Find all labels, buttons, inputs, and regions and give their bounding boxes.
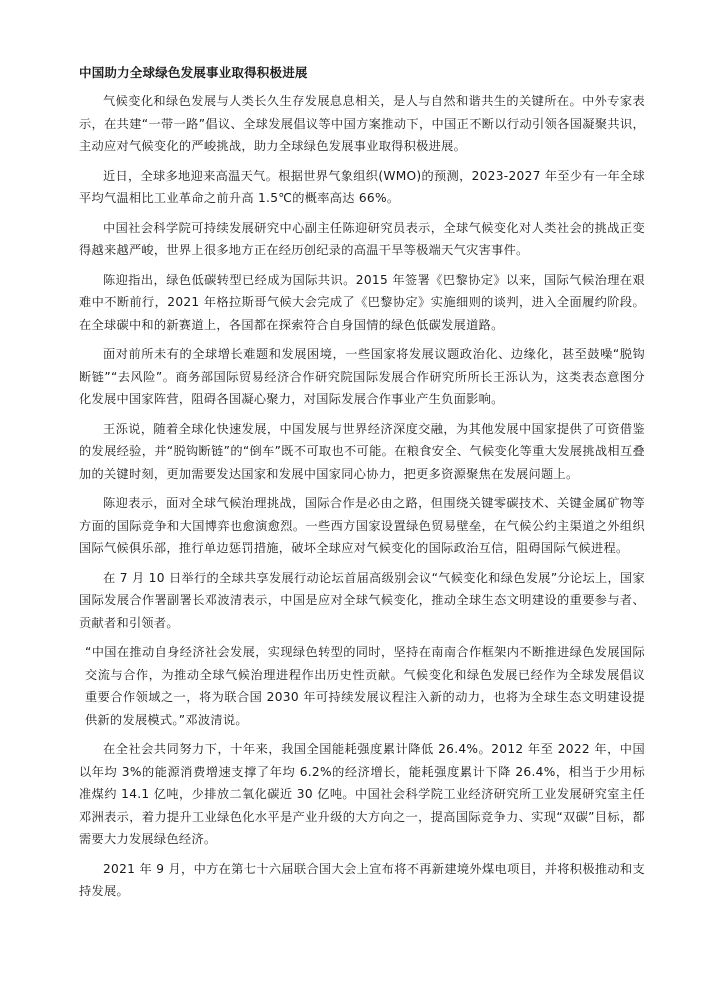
article-title: 中国助力全球绿色发展事业取得积极进展 — [79, 65, 308, 80]
paragraph-2: 近日，全球多地迎来高温天气。根据世界气象组织(WMO)的预测，2023-2027 年至少有一年全球平均气温相比工业革命之前升高 1.5℃的概率高达 66%。 — [79, 168, 645, 205]
paragraph-4: 陈迎指出，绿色低碳转型已经成为国际共识。2015 年签署《巴黎协定》以来，国际气候治理在艰难中不断前行，2021 年格拉斯哥气候大会完成了《巴黎协定》实施细则的谈判，进入全面履约阶段。在全球碳中和的新赛道上，各国都在探索符合自身国情的绿色低碳发展道路。 — [79, 272, 645, 332]
paragraph-1: 气候变化和绿色发展与人类长久生存发展息息相关，是人与自然和谐共生的关键所在。中外专家表示，在共建“一带一路”倡议、全球发展倡议等中国方案推动下，中国正不断以行动引领各国凝聚共识，主动应对气候变化的严峻挑战，助力全球绿色发展事业取得积极进展。 — [79, 94, 645, 153]
paragraph-9-quote: “中国在推动自身经济社会发展，实现绿色转型的同时，坚持在南南合作框架内不断推进绿色发展国际交流与合作，为推动全球气候治理进程作出历史性贡献。气候变化和绿色发展已经作为全球发展倡议重要合作领域之一，将为联合国 2030 年可持续发展议程注入新的动力，也将为全球生态文明建设提供新的发展模式。”邓波清说。 — [85, 645, 645, 727]
paragraph-3: 中国社会科学院可持续发展研究中心副主任陈迎研究员表示，全球气候变化对人类社会的挑战正变得越来越严峻，世界上很多地方正在经历创纪录的高温干旱等极端天气灾害事件。 — [79, 220, 645, 257]
paragraph-8: 在 7 月 10 日举行的全球共享发展行动论坛首届高级别会议“气候变化和绿色发展”分论坛上，国家国际发展合作署副署长邓波清表示，中国是应对全球气候变化，推动全球生态文明建设的重要参与者、贡献者和引领者。 — [79, 570, 645, 630]
paragraph-6: 王泺说，随着全球化快速发展，中国发展与世界经济深度交融，为其他发展中国家提供了可资借鉴的发展经验，并“脱钩断链”的“倒车”既不可取也不可能。在粮食安全、气候变化等重大发展挑战相互叠加的关键时刻，更加需要发达国家和发展中国家同心协力，把更多资源聚焦在发展问题上。 — [79, 421, 645, 481]
paragraph-11: 2021 年 9 月，中方在第七十六届联合国大会上宣布将不再新建境外煤电项目，并将积极推动和支持发展。 — [79, 861, 645, 898]
paragraph-10: 在全社会共同努力下，十年来，我国全国能耗强度累计降低 26.4%。2012 年至 2022 年，中国以年均 3%的能源消费增速支撑了年均 6.2%的经济增长，能耗强度累计下降 26.4%，相当于少用标准煤约 14.1 亿吨，少排放二氧化碳近 30 亿吨。中国社会科学院工业经济研究所工业发展研究室主任邓洲表示，着力提升工业绿色化水平是产业升级的大方向之一，提高国际竞争力、实现“双碳”目标，都需要大力发展绿色经济。 — [79, 742, 645, 846]
paragraph-5: 面对前所未有的全球增长难题和发展困境，一些国家将发展议题政治化、边缘化，甚至鼓噪“脱钩断链”“去风险”。商务部国际贸易经济合作研究院国际发展合作研究所所长王泺认为，这类表态意图分化发展中国家阵营，阻碍各国凝心聚力，对国际发展合作事业产生负面影响。 — [79, 347, 645, 406]
paragraph-7: 陈迎表示，面对全球气候治理挑战，国际合作是必由之路，但围绕关键零碳技术、关键金属矿物等方面的国际竞争和大国博弈也愈演愈烈。一些西方国家设置绿色贸易壁垒，在气候公约主渠道之外组织国际气候俱乐部，推行单边惩罚措施，破坏全球应对气候变化的国际政治互信，阻碍国际气候进程。 — [79, 496, 645, 555]
